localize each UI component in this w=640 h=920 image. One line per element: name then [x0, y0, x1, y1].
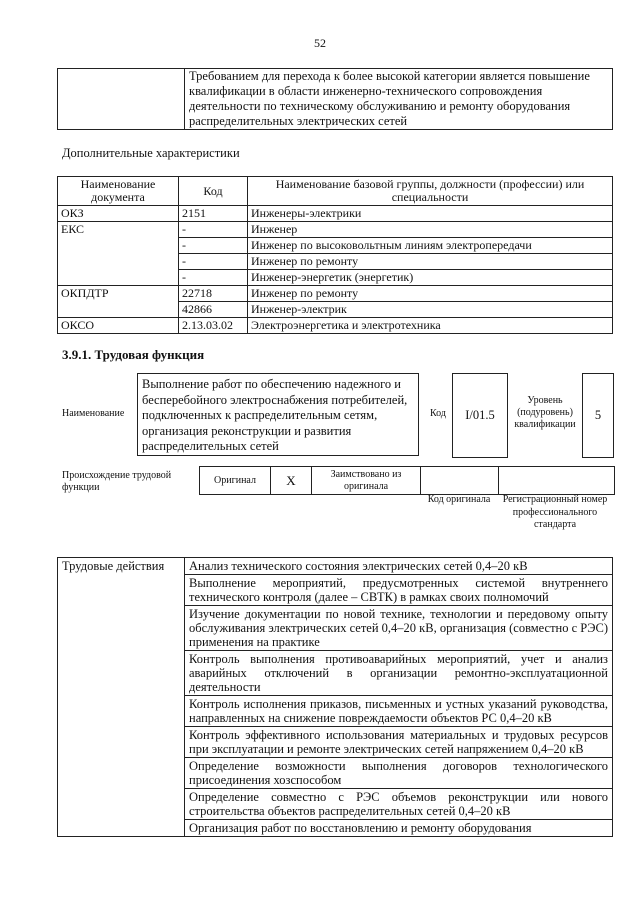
page-number: 52 [314, 36, 326, 50]
doc-cell: ОКПДТР [58, 286, 179, 318]
level-value: 5 [582, 373, 614, 458]
table-row [58, 222, 613, 238]
list-item: Контроль выполнения противоаварийных мероприятий, учет и анализ аварийных отключений в организации ремонтно-эксплуатационной деятельности [185, 651, 613, 696]
labor-actions-label: Трудовые действия [58, 558, 185, 837]
list-item: Анализ технического состояния электрических сетей 0,4–20 кВ [185, 558, 613, 575]
reg-number-label: Регистрационный номер профессионального стандарта [502, 494, 608, 530]
origin-label: Происхождение трудовой функции [62, 470, 172, 493]
name-cell: Инженеры-электрики [248, 206, 613, 222]
name-cell: Электроэнергетика и электротехника [248, 318, 613, 334]
name-cell: Инженер [248, 222, 613, 238]
list-item: Контроль исполнения приказов, письменных и устных указаний руководства, направленных на снижение повреждаемости объектов РС 0,4–20 кВ [185, 696, 613, 727]
qualification-requirement-table [57, 68, 613, 130]
header-name: Наименование базовой группы, должности (профессии) или специальности [248, 177, 613, 206]
code-cell: - [179, 254, 248, 270]
table-row [58, 558, 613, 575]
name-cell: Инженер по высоковольтным линиям электропередачи [248, 238, 613, 254]
code-cell: 2.13.03.02 [179, 318, 248, 334]
table-row [58, 206, 613, 222]
divider [498, 467, 499, 494]
additional-characteristics-title: Дополнительные характеристики [62, 146, 240, 160]
original-label: Оригинал [200, 467, 271, 494]
section-title: 3.9.1. Трудовая функция [62, 347, 205, 362]
name-cell: Инженер-энергетик (энергетик) [248, 270, 613, 286]
code-cell: 22718 [179, 286, 248, 302]
list-item: Выполнение мероприятий, предусмотренных системой внутреннего технического контроля (далее – СВТК) в рамках своих полномочий [185, 575, 613, 606]
table-row [58, 318, 613, 334]
table-row [58, 286, 613, 302]
characteristics-table [57, 176, 613, 334]
doc-cell: ОКСО [58, 318, 179, 334]
list-item: Контроль эффективного использования материальных и трудовых ресурсов при эксплуатации и ремонте электрических сетей напряжением 0,4–20 кВ [185, 727, 613, 758]
name-label: Наименование [62, 408, 125, 419]
function-name-box: Выполнение работ по обеспечению надежного и бесперебойного электроснабжения потребителей, подключенных к распределительным сетям, организация реконструкции и развития распределительных сетей [137, 373, 419, 456]
code-cell: 42866 [179, 302, 248, 318]
doc-cell: ОКЗ [58, 206, 179, 222]
list-item: Изучение документации по новой технике, технологии и передовому опыту обслуживания электрических сетей 0,4–20 кВ, организация (совместно с РЭС) применения на практике [185, 606, 613, 651]
name-cell: Инженер-электрик [248, 302, 613, 318]
list-item: Организация работ по восстановлению и ремонту оборудования [185, 820, 613, 837]
header-document: Наименование документа [58, 177, 179, 206]
labor-actions-table [57, 557, 613, 837]
borrowed-label: Заимствовано из оригинала [330, 469, 402, 492]
name-cell: Инженер по ремонту [248, 254, 613, 270]
function-code-value: I/01.5 [452, 373, 508, 458]
header-code: Код [179, 177, 248, 206]
name-cell: Инженер по ремонту [248, 286, 613, 302]
list-item: Определение возможности выполнения договоров технологического присоединения хозспособом [185, 758, 613, 789]
empty-cell [58, 69, 185, 130]
divider [420, 467, 421, 494]
code-cell: - [179, 270, 248, 286]
code-cell: - [179, 238, 248, 254]
original-mark: X [271, 467, 312, 494]
list-item: Определение совместно с РЭС объемов реконструкции или нового строительства объектов распределительных сетей 0,4–20 кВ [185, 789, 613, 820]
code-cell: - [179, 222, 248, 238]
code-label: Код [430, 408, 446, 419]
code-original-label: Код оригинала [427, 494, 491, 505]
doc-cell: ЕКС [58, 222, 179, 286]
requirement-text: Требованием для перехода к более высокой категории является повышение квалификации в области инженерно-технического сопровождения деятельности по техническому обслуживанию и ремонту оборудования распределительных электрических сетей [185, 69, 613, 130]
code-cell: 2151 [179, 206, 248, 222]
origin-box [199, 466, 615, 495]
level-label: Уровень (подуровень) квалификации [514, 395, 576, 430]
